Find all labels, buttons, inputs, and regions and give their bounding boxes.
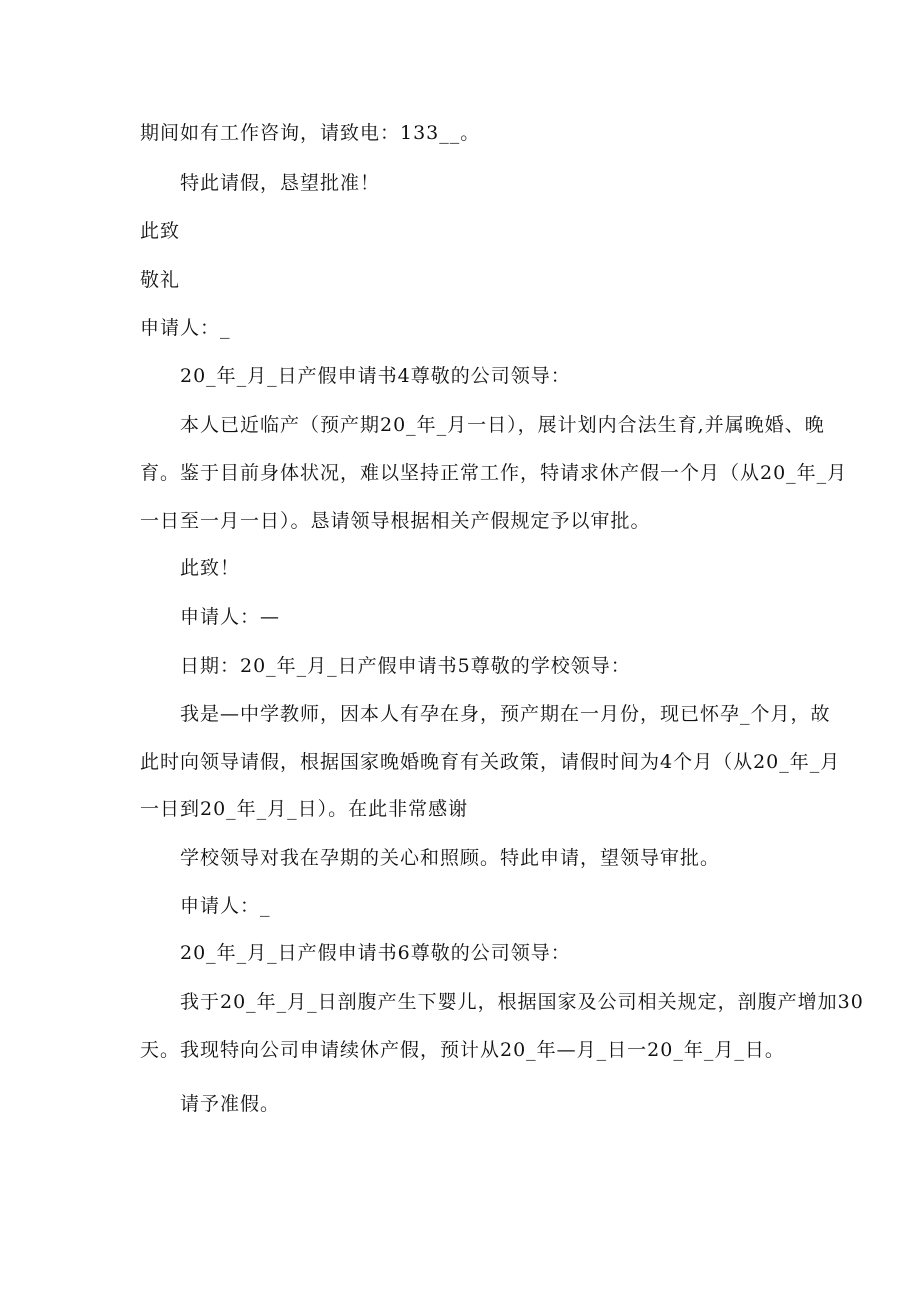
text-line: 申请人：— <box>180 606 281 628</box>
text-line: 一日到20_年_月_日）。在此非常感谢 <box>140 798 469 820</box>
text-line: 一日至一月一日）。恳请领导根据相关产假规定予以审批。 <box>140 510 651 532</box>
text-line: 日期：20_年_月_日产假申请书5尊敬的学校领导： <box>180 655 631 677</box>
text-line: 申请人：_ <box>180 895 271 917</box>
text-line: 20_年_月_日产假申请书6尊敬的公司领导： <box>180 942 571 964</box>
text-line: 此致 <box>140 220 181 242</box>
text-line: 请予准假。 <box>180 1093 281 1115</box>
text-line: 本人已近临产（预产期20_年_月一日），展计划内合法生育,并属晚婚、晚 <box>180 414 825 436</box>
text-line: 20_年_月_日产假申请书4尊敬的公司领导： <box>180 365 571 387</box>
text-line: 我于20_年_月_日剖腹产生下婴儿，根据国家及公司相关规定，剖腹产增加30 <box>180 991 864 1013</box>
text-line: 天。我现特向公司申请续休产假，预计从20_年—月_日一20_年_月_日。 <box>140 1039 785 1061</box>
text-line: 此致！ <box>180 557 241 579</box>
text-line: 敬礼 <box>140 269 181 291</box>
text-line: 特此请假，恳望批准！ <box>180 172 381 194</box>
text-line: 学校领导对我在孕期的关心和照顾。特此申请，望领导审批。 <box>180 847 721 869</box>
text-line: 期间如有工作咨询，请致电：133__。 <box>140 122 481 144</box>
text-line: 我是—中学教师，因本人有孕在身，预产期在一月份，现已怀孕_个月，故 <box>180 703 831 725</box>
text-line: 申请人：_ <box>140 317 231 339</box>
text-line: 育。鉴于目前身体状况，难以坚持正常工作，特请求休产假一个月（从20_年_月 <box>140 462 848 484</box>
text-line: 此时向领导请假，根据国家晚婚晚育有关政策，请假时间为4个月（从20_年_月 <box>140 751 841 773</box>
